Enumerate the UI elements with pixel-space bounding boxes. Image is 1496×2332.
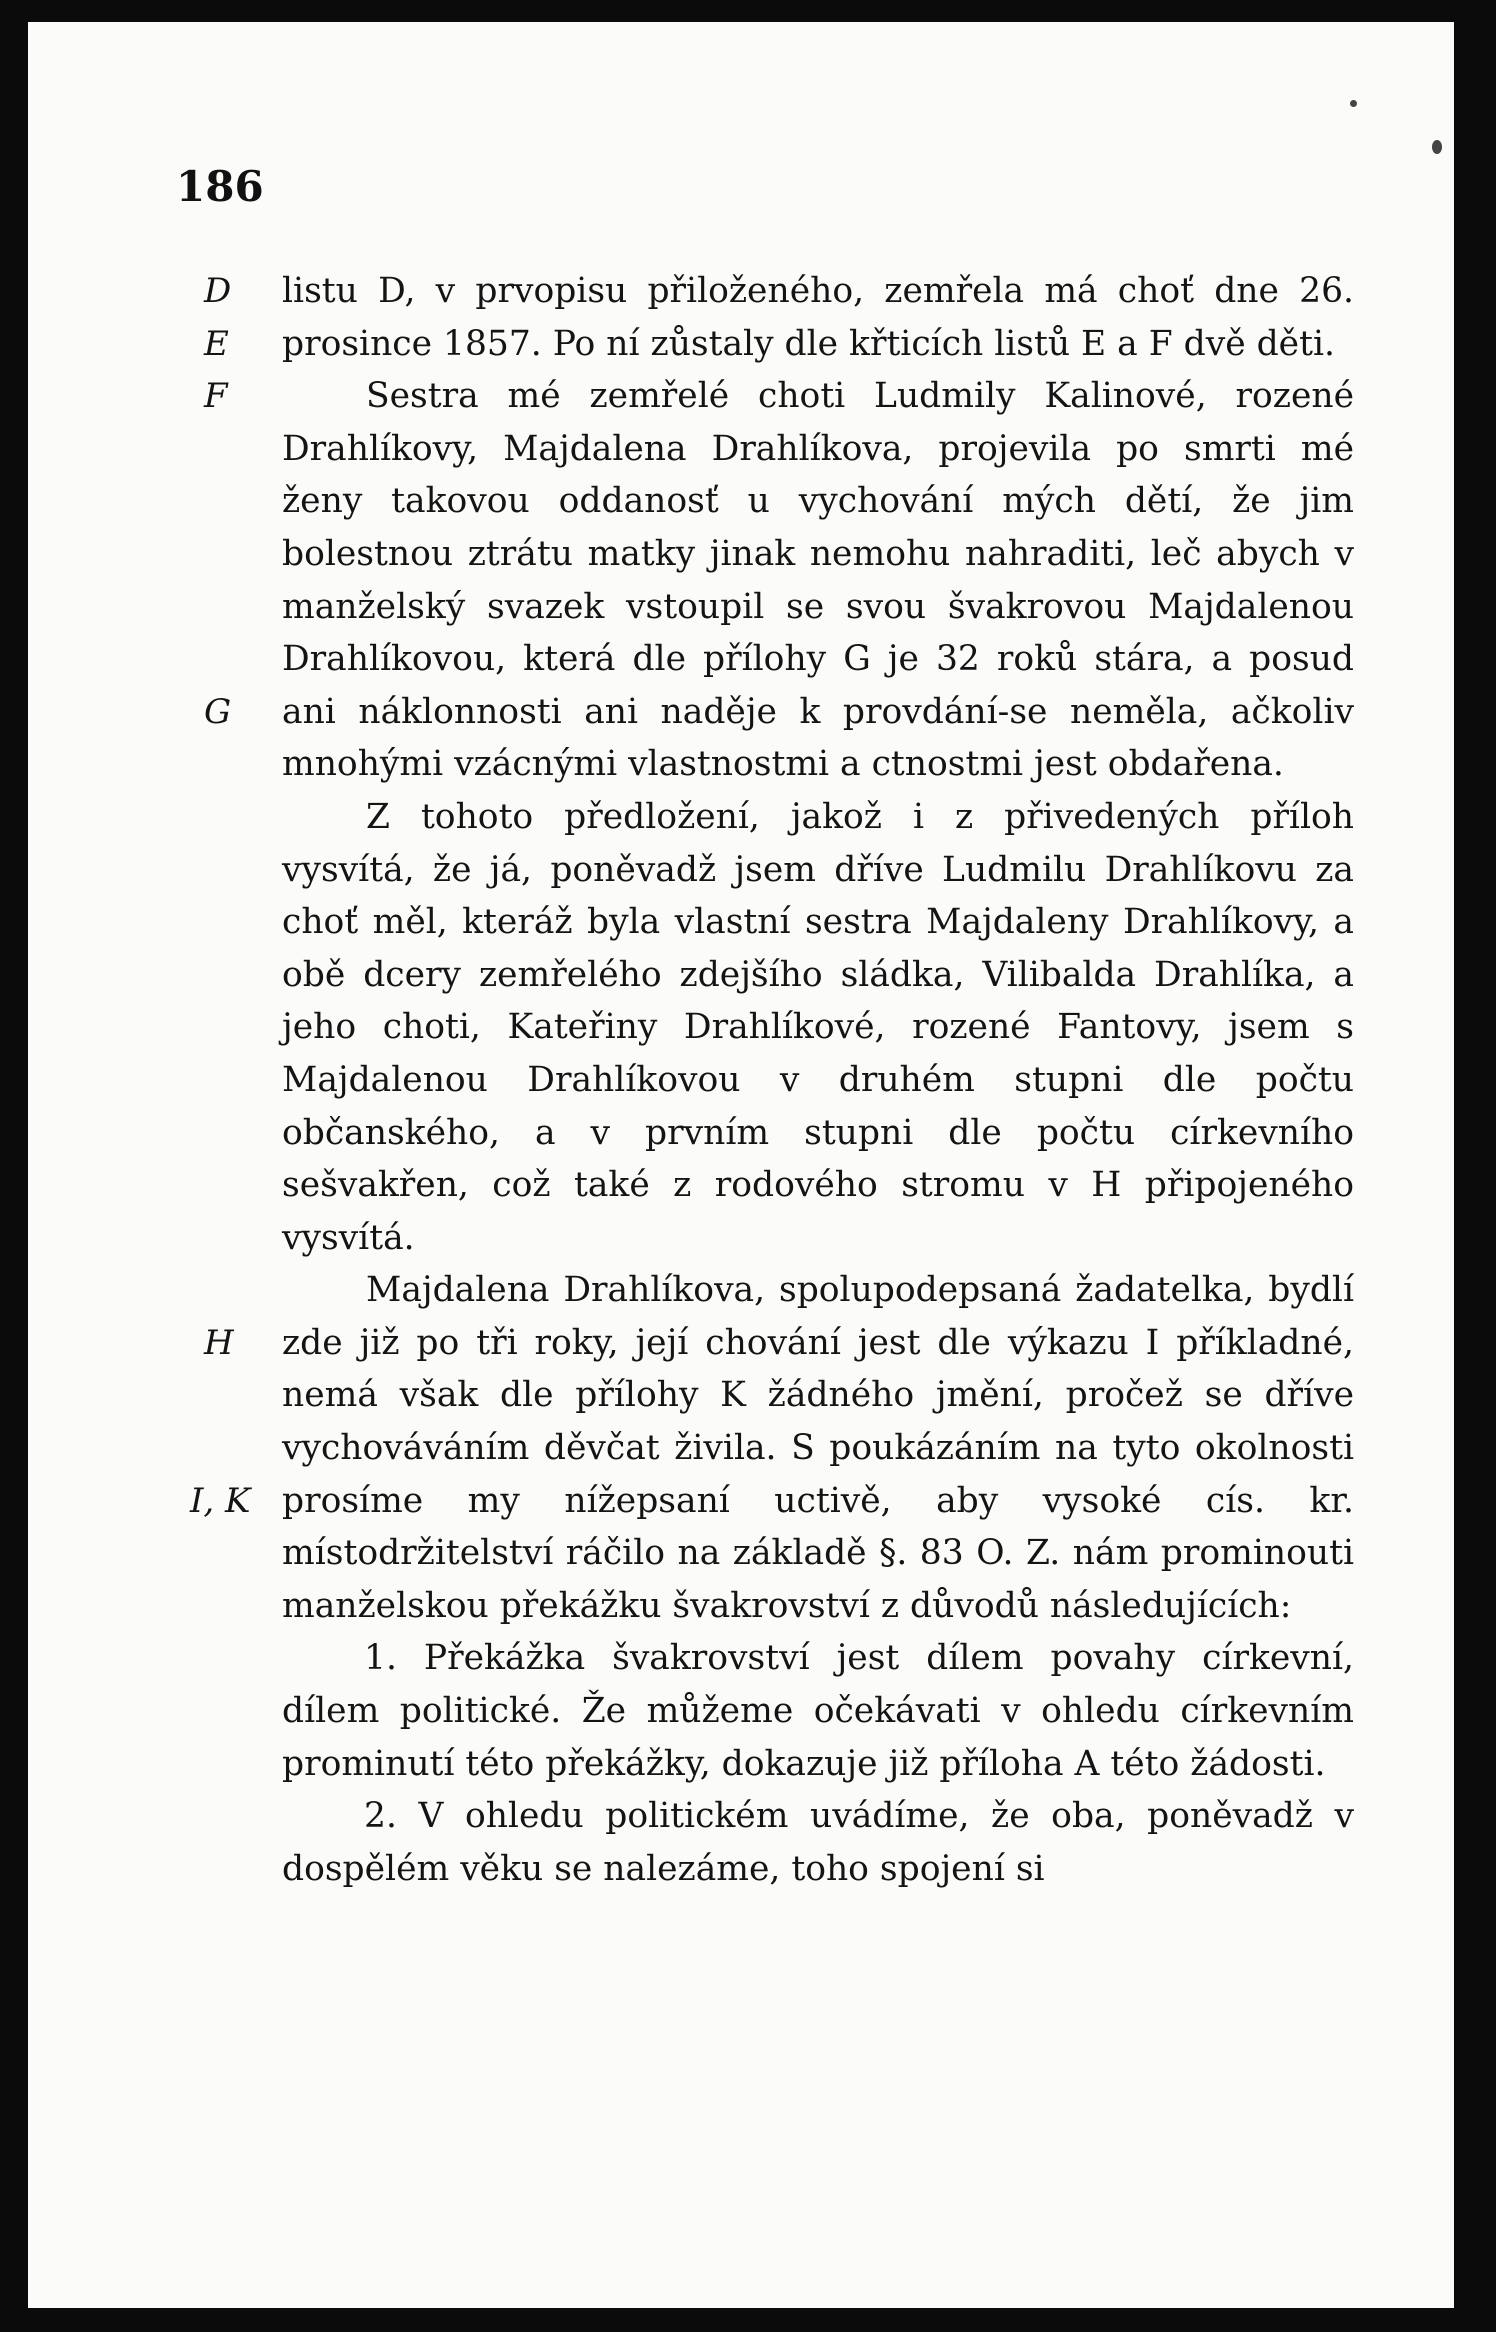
- margin-note: G: [204, 691, 232, 732]
- margin-note: D: [204, 271, 232, 311]
- paragraph: Majdalena Drahlíkova, spolupodepsaná žadatelka, bydlí zde již po tři roky, její chování jest dle výkazu I příkladné, nemá však dle přílohy K žádného jmění, pročež se dříve vychováváním děvčat živila. S poukázáním na tyto okolnosti prosíme my nížepsaní uctivě, aby vysoké cís. kr. místodržitelství ráčilo na základě §. 83 O. Z. nám prominouti manželskou překážku švakrovství z důvodů následujících:: [282, 1270, 1354, 1626]
- body-text: [282, 265, 1354, 1895]
- margin-note: E: [204, 323, 229, 364]
- list-item: 2. V ohledu politickém uvádíme, že oba, poněvadž v dospělém věku se nalezáme, toho spojení si: [282, 1796, 1354, 1889]
- list-item: 1. Překážka švakrovství jest dílem povahy církevní, dílem politické. Že můžeme očekávati v ohledu církevním prominutí této překážky, dokazuje již příloha A této žádosti.: [282, 1638, 1354, 1784]
- paragraph: listu D, v prvopisu přiloženého, zemřela má choť dne 26. prosince 1857. Po ní zůstaly dle křticích listů E a F dvě děti.: [282, 271, 1354, 364]
- scan-speck: [1350, 100, 1357, 107]
- scan-speck: [1432, 140, 1442, 154]
- scan-border: [1454, 0, 1496, 2332]
- paragraph: Sestra mé zemřelé choti Ludmily Kalinové, rozené Drahlíkovy, Majdalena Drahlíkova, projevila po smrti mé ženy takovou oddanosť u vychování mých dětí, že jim bolestnou ztrátu matky jinak nemohu nahraditi, leč abych v manželský svazek vstoupil se svou švakrovou Majdalenou Drahlíkovou, která dle přílohy G je 32 roků stára, a posud ani náklonnosti ani naděje k provdání-se neměla, ačkoliv mnohými vzácnými vlastnostmi a ctnostmi jest obdařena.: [282, 376, 1354, 785]
- document-page: [28, 22, 1454, 2308]
- margin-note: F: [204, 376, 228, 417]
- page-number: 186: [176, 162, 264, 211]
- margin-note: I, K: [190, 1480, 251, 1521]
- paragraph: Z tohoto předložení, jakož i z přivedených příloh vysvítá, že já, poněvadž jsem dříve Ludmilu Drahlíkovu za choť měl, kteráž byla vlastní sestra Majdaleny Drahlíkovy, a obě dcery zemřelého zdejšího sládka, Vilibalda Drahlíka, a jeho choti, Kateřiny Drahlíkové, rozené Fantovy, jsem s Majdalenou Drahlíkovou v druhém stupni dle počtu občanského, a v prvním stupni dle počtu církevního sešvakřen, což také z rodového stromu v H připojeného vysvítá.: [282, 796, 1354, 1258]
- margin-notes: [190, 265, 282, 2165]
- margin-note: H: [204, 1323, 234, 1363]
